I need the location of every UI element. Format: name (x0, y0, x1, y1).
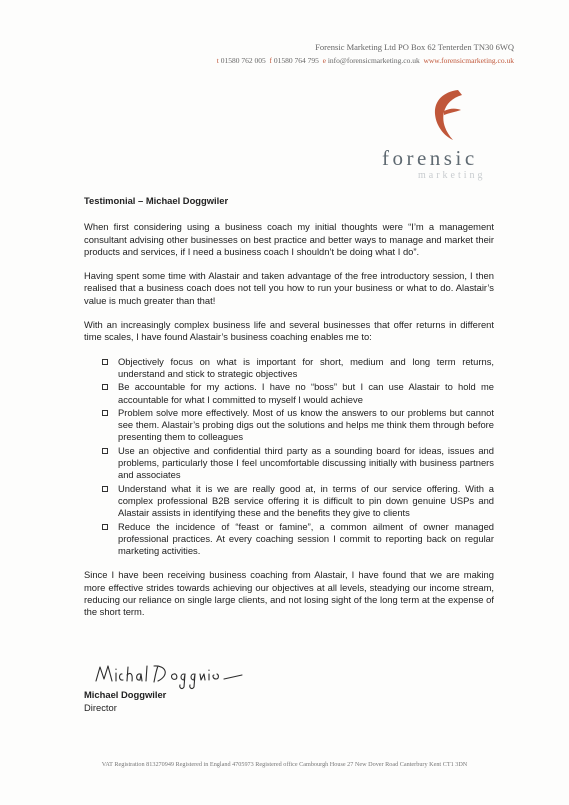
list-item-text: Use an objective and confidential third party as a sounding board for ideas, issues and problems, particularly those I feel uncomfortable discussing initially with business partners and associates (118, 444, 494, 481)
list-item-text: Be accountable for my actions. I have no “boss” but I can use Alastair to hold me accountable for what I committed to myself I would achieve (118, 381, 494, 405)
list-item-text: Problem solve more effectively. Most of us know the answers to our problems but cannot see them. Alastair’s probing digs out the solutions and helps me think them through before presenting them to colleagues (118, 406, 494, 443)
closing-paragraph: Since I have been receiving business coaching from Alastair, I have found that we are making more effective strides towards achieving our objectives at all levels, steadying our income stream, reducing our reliance on single large clients, and not losing sight of the long term at the expense of the short term. (84, 569, 494, 618)
email-label: e (322, 56, 326, 65)
handwritten-signature (92, 657, 272, 691)
checkbox-bullet-icon (102, 486, 108, 492)
checkbox-bullet-icon (102, 359, 108, 365)
list-item (98, 483, 494, 520)
tel-number: 01580 762 005 (220, 56, 266, 65)
logo-wordmark: forensic (382, 146, 478, 170)
signatory-role: Director (84, 702, 117, 713)
company-address: Forensic Marketing Ltd PO Box 62 Tenterden TN30 6WQ (315, 42, 514, 52)
company-contacts (217, 56, 514, 65)
signatory-name: Michael Doggwiler (84, 689, 167, 700)
logo-subword: marketing (418, 170, 486, 181)
list-item (98, 356, 494, 381)
checkbox-bullet-icon (102, 384, 108, 390)
tel-label: t (216, 56, 219, 65)
company-footer: VAT Registration 813270949 Registered in England 4705973 Registered office Cambourgh House 27 New Dover Road Canterbury Kent CT1 3DN (101, 761, 468, 768)
paragraph-1: When first considering using a business coach my initial thoughts were “I’m a management consultant advising other businesses on best practice and better ways to manage and market their products and services, if I need a business coach I shouldn’t be doing what I do”. (84, 221, 494, 257)
checkbox-bullet-icon (102, 524, 108, 530)
list-item-text: Understand what it is we are really good at, in terms of our service offering. With a complex professional B2B service offering it is difficult to pin down genuine USPs and Alastair assists in identifying these and the benefits they give to clients (118, 482, 494, 519)
benefits-list (98, 356, 494, 558)
fax-number: 01580 764 795 (273, 56, 319, 65)
letter-title: Testimonial – Michael Doggwiler (84, 195, 229, 206)
list-item (98, 521, 494, 558)
list-item-text: Reduce the incidence of “feast or famine”, a common ailment of owner managed professional practices. At every coaching session I commit to reporting back on regular marketing activities. (118, 520, 494, 557)
list-item (98, 407, 494, 444)
email-address: info@forensicmarketing.co.uk (327, 56, 420, 65)
paragraph-2: Having spent some time with Alastair and taken advantage of the free introductory session, I then realised that a business coach does not tell you how to run your business or what to do. Alastair’s value is much greater than that! (84, 270, 494, 306)
forensic-logo-icon (428, 86, 468, 142)
website: www.forensicmarketing.co.uk (423, 56, 514, 65)
fax-label: f (269, 56, 272, 65)
letter-body (84, 195, 494, 631)
checkbox-bullet-icon (102, 448, 108, 454)
list-item (98, 381, 494, 406)
list-item (98, 445, 494, 482)
paragraph-3: With an increasingly complex business life and several businesses that offer returns in different time scales, I have found Alastair’s business coaching enables me to: (84, 319, 494, 343)
checkbox-bullet-icon (102, 410, 108, 416)
list-item-text: Objectively focus on what is important for short, medium and long term returns, understand and stick to strategic objectives (118, 355, 494, 379)
